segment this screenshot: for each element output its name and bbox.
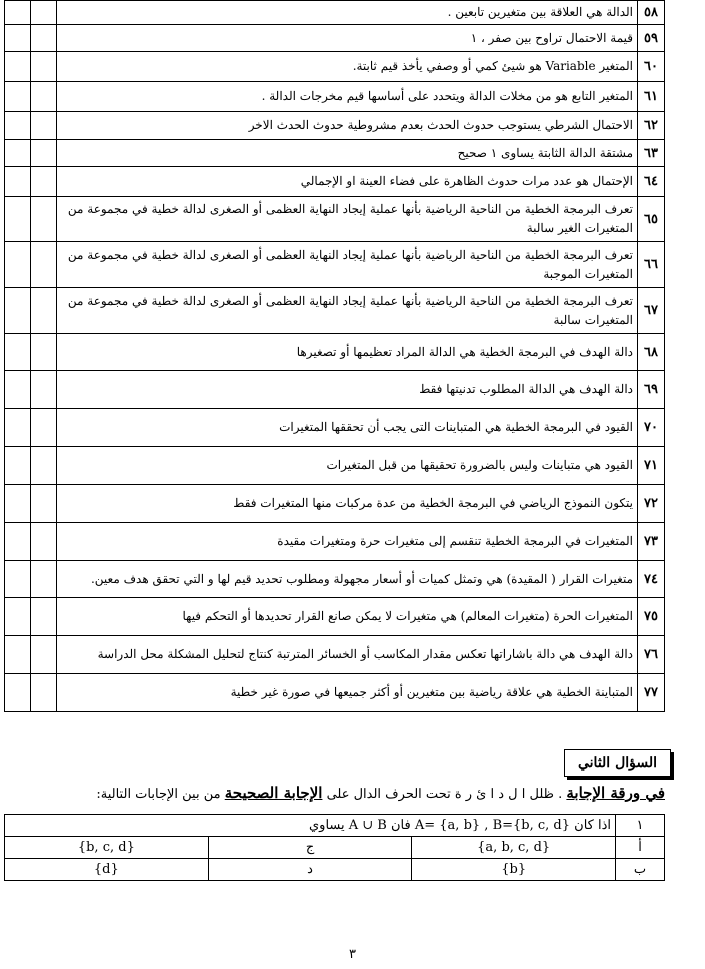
statement-text: قيمة الاحتمال تراوح بين صفر ، ١: [57, 25, 638, 52]
statement-number: ٦٢: [638, 112, 665, 140]
option-j-value: {b, c, d}: [5, 837, 209, 859]
mc-question-number: ١: [616, 815, 665, 837]
statement-text: القيود هي متباينات وليس بالضرورة تحقيقها من قبل المتغيرات: [57, 447, 638, 485]
option-d-value: {d}: [5, 859, 209, 881]
mc-question-row: [5, 815, 665, 837]
answer-cell-false[interactable]: [5, 561, 31, 598]
statement-row: [5, 409, 665, 447]
statement-row: [5, 447, 665, 485]
answer-cell-true[interactable]: [31, 409, 57, 447]
statement-row: [5, 167, 665, 197]
answer-cell-true[interactable]: [31, 140, 57, 167]
statement-text: الدالة هي العلاقة بين متغيرين تابعين .: [57, 1, 638, 25]
answer-cell-false[interactable]: [5, 409, 31, 447]
answer-cell-true[interactable]: [31, 334, 57, 371]
statement-number: ٦٣: [638, 140, 665, 167]
statement-row: [5, 82, 665, 112]
statement-row: [5, 371, 665, 409]
statement-number: ٦١: [638, 82, 665, 112]
statement-text: يتكون النموذج الرياضي في البرمجة الخطية من عدة مركبات منها المتغيرات فقط: [57, 485, 638, 523]
answer-cell-false[interactable]: [5, 242, 31, 288]
answer-cell-true[interactable]: [31, 197, 57, 242]
statement-number: ٦٩: [638, 371, 665, 409]
statement-number: ٧٢: [638, 485, 665, 523]
statement-row: [5, 334, 665, 371]
statement-text: المتغير التابع هو من مخلات الدالة ويتحدد على أساسها قيم مخرجات الدالة .: [57, 82, 638, 112]
option-b-letter: ب: [616, 859, 665, 881]
statement-number: ٧٤: [638, 561, 665, 598]
answer-cell-false[interactable]: [5, 112, 31, 140]
statement-row: [5, 674, 665, 712]
statement-text: الإحتمال هو عدد مرات حدوث الظاهرة على فضاء العينة او الإجمالي: [57, 167, 638, 197]
answer-cell-false[interactable]: [5, 485, 31, 523]
statement-text: المتغير Variable هو شيئ كمي أو وصفي يأخذ قيم ثابتة.: [57, 52, 638, 82]
instruction-middle: . ظلل ا ل د ا ئ ر ة تحت الحرف الدال على: [326, 787, 563, 802]
statement-row: [5, 242, 665, 288]
statement-text: مشتقة الدالة الثابتة يساوى ١ صحيح: [57, 140, 638, 167]
statement-text: دالة الهدف هي الدالة المطلوب تدنيتها فقط: [57, 371, 638, 409]
answer-cell-true[interactable]: [31, 371, 57, 409]
statement-text: المتغيرات في البرمجة الخطية تنقسم إلى متغيرات حرة ومتغيرات مقيدة: [57, 523, 638, 561]
statement-number: ٦٦: [638, 242, 665, 288]
answer-cell-true[interactable]: [31, 288, 57, 334]
page-number: ٣: [349, 947, 356, 962]
statement-number: ٥٩: [638, 25, 665, 52]
statement-text: الاحتمال الشرطي يستوجب حدوث الحدث بعدم مشروطية حدوث الحدث الاخر: [57, 112, 638, 140]
statement-row: [5, 485, 665, 523]
statement-row: [5, 52, 665, 82]
statement-row: [5, 140, 665, 167]
answer-cell-false[interactable]: [5, 288, 31, 334]
answer-cell-false[interactable]: [5, 1, 31, 25]
answer-cell-true[interactable]: [31, 167, 57, 197]
statement-number: ٧٥: [638, 598, 665, 636]
answer-cell-false[interactable]: [5, 82, 31, 112]
answer-cell-false[interactable]: [5, 52, 31, 82]
statement-text: متغيرات القرار ( المقيدة) هي وتمثل كميات أو أسعار مجهولة ومطلوب تحديد قيم لها و التي تحقق هدف معين.: [57, 561, 638, 598]
option-b-value: {b}: [412, 859, 616, 881]
answer-cell-true[interactable]: [31, 674, 57, 712]
instruction-end: من بين الإجابات التالية:: [96, 787, 221, 802]
answer-cell-true[interactable]: [31, 82, 57, 112]
statement-row: [5, 288, 665, 334]
statement-number: ٦٥: [638, 197, 665, 242]
answer-cell-true[interactable]: [31, 523, 57, 561]
answer-cell-false[interactable]: [5, 25, 31, 52]
statement-row: [5, 561, 665, 598]
answer-cell-false[interactable]: [5, 140, 31, 167]
answer-cell-true[interactable]: [31, 25, 57, 52]
answer-cell-true[interactable]: [31, 242, 57, 288]
statement-number: ٥٨: [638, 1, 665, 25]
mc-question-text: اذا كان A= {a, b} , B={b, c, d} فان A ∪ B يساوي: [5, 815, 616, 837]
answer-cell-false[interactable]: [5, 447, 31, 485]
statement-row: [5, 112, 665, 140]
answer-cell-true[interactable]: [31, 447, 57, 485]
answer-cell-false[interactable]: [5, 674, 31, 712]
statement-number: ٦٧: [638, 288, 665, 334]
statement-number: ٧١: [638, 447, 665, 485]
statement-number: ٧٧: [638, 674, 665, 712]
answer-cell-true[interactable]: [31, 52, 57, 82]
question-two-instructions: [10, 784, 665, 802]
answer-cell-true[interactable]: [31, 636, 57, 674]
true-false-table: [4, 0, 665, 712]
statement-text: المتباينة الخطية هي علاقة رياضية بين متغيرين أو أكثر جميعها في صورة غير خطية: [57, 674, 638, 712]
answer-cell-false[interactable]: [5, 371, 31, 409]
question-two-heading: السؤال الثاني: [564, 749, 671, 777]
answer-cell-false[interactable]: [5, 636, 31, 674]
mc-options-row: [5, 859, 665, 881]
mc-options-row: [5, 837, 665, 859]
option-a-letter: أ: [616, 837, 665, 859]
instruction-correct-answer: الإجابة الصحيحة: [224, 784, 323, 802]
answer-cell-true[interactable]: [31, 598, 57, 636]
answer-cell-true[interactable]: [31, 1, 57, 25]
option-a-value: {a, b, c, d}: [412, 837, 616, 859]
statement-number: ٦٠: [638, 52, 665, 82]
answer-cell-true[interactable]: [31, 485, 57, 523]
option-j-letter: ج: [208, 837, 412, 859]
answer-cell-true[interactable]: [31, 561, 57, 598]
statement-text: المتغيرات الحرة (متغيرات المعالم) هي متغيرات لا يمكن صانع القرار تحديدها أو التحكم فيها: [57, 598, 638, 636]
statement-number: ٦٨: [638, 334, 665, 371]
answer-cell-true[interactable]: [31, 112, 57, 140]
statement-number: ٧٠: [638, 409, 665, 447]
answer-cell-false[interactable]: [5, 334, 31, 371]
statement-number: ٦٤: [638, 167, 665, 197]
statement-row: [5, 197, 665, 242]
statement-text: دالة الهدف هي دالة باشاراتها تعكس مقدار المكاسب أو الخسائر المترتبة كنتاج لتحليل المشكلة محل الدراسة: [57, 636, 638, 674]
answer-cell-false[interactable]: [5, 598, 31, 636]
option-d-letter: د: [208, 859, 412, 881]
instruction-answer-sheet: في ورقة الإجابة: [566, 784, 665, 802]
statement-row: [5, 1, 665, 25]
statement-text: تعرف البرمجة الخطية من الناحية الرياضية بأنها عملية إيجاد النهاية العظمى أو الصغرى لدالة خطية في مجموعة من المتغيرات سالبة: [57, 288, 638, 334]
statement-row: [5, 523, 665, 561]
statement-row: [5, 598, 665, 636]
statement-text: تعرف البرمجة الخطية من الناحية الرياضية بأنها عملية إيجاد النهاية العظمى أو الصغرى لدالة خطية في مجموعة من المتغيرات الغير سالبة: [57, 197, 638, 242]
statement-number: ٧٦: [638, 636, 665, 674]
statement-text: القيود في البرمجة الخطية هي المتباينات التى يجب أن تحققها المتغيرات: [57, 409, 638, 447]
statement-row: [5, 636, 665, 674]
multiple-choice-table: [4, 814, 665, 881]
answer-cell-false[interactable]: [5, 197, 31, 242]
answer-cell-false[interactable]: [5, 523, 31, 561]
answer-cell-false[interactable]: [5, 167, 31, 197]
statement-text: دالة الهدف في البرمجة الخطية هي الدالة المراد تعظيمها أو تصغيرها: [57, 334, 638, 371]
statement-row: [5, 25, 665, 52]
statement-number: ٧٣: [638, 523, 665, 561]
statement-text: تعرف البرمجة الخطية من الناحية الرياضية بأنها عملية إيجاد النهاية العظمى أو الصغرى لدالة خطية في مجموعة من المتغيرات الموجبة: [57, 242, 638, 288]
